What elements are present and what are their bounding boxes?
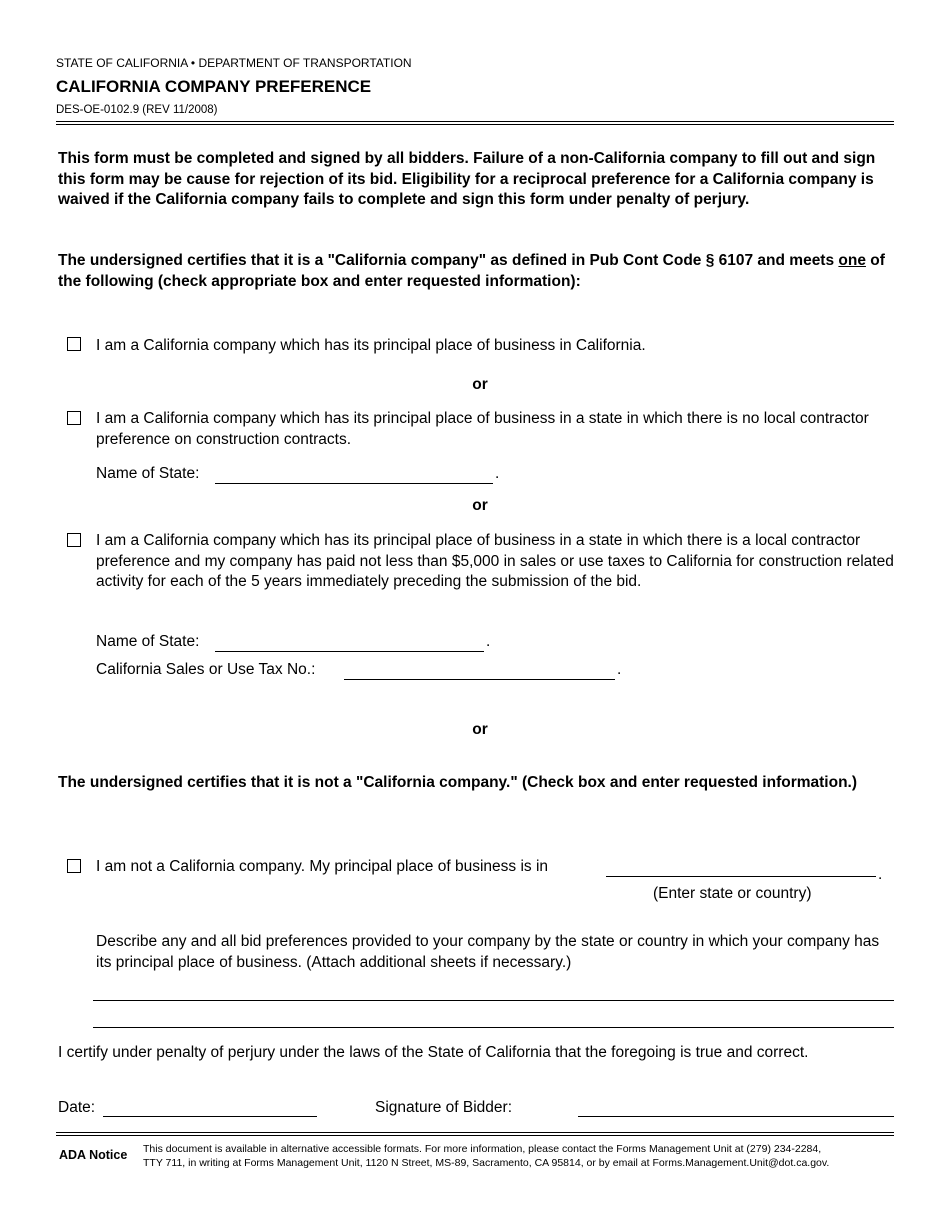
option-2-state-field[interactable] <box>215 483 493 484</box>
certify-california-paragraph <box>58 251 898 292</box>
option-3-state-period: . <box>486 633 491 650</box>
principal-place-field[interactable] <box>606 876 876 877</box>
ada-notice-title: ADA Notice <box>59 1148 128 1162</box>
option-3-checkbox[interactable] <box>67 533 81 547</box>
option-4-text: I am not a California company. My principal place of business is in <box>96 858 549 875</box>
ada-notice-text <box>143 1143 829 1170</box>
ada-notice-line-1: This document is available in alternative accessible formats. For more information, please contact the Forms Management Unit at (279) 234-2284, <box>143 1143 822 1155</box>
option-3-state-field[interactable] <box>215 651 484 652</box>
ada-notice-line-2: TTY 711, in writing at Forms Management Unit, 1120 N Street, MS-89, Sacramento, CA 95814, or by email at Forms.Management.Unit@dot.ca.gov. <box>143 1156 830 1169</box>
option-1-checkbox[interactable] <box>67 337 81 351</box>
certify-california-text-1: The undersigned certifies that it is a "California company" as defined in Pub Cont Code § 6107 and meets <box>58 252 839 269</box>
option-3-state-label: Name of State: <box>96 633 200 650</box>
or-separator-2: or <box>472 497 488 514</box>
option-2-text: I am a California company which has its principal place of business in a state in which there is no local contractor preference on construction contracts. <box>96 410 869 448</box>
date-label: Date: <box>58 1099 96 1116</box>
ada-rule-top <box>56 1132 894 1133</box>
certify-california-text-2: of the following (check appropriate box and enter requested information): <box>58 252 885 290</box>
option-2-checkbox[interactable] <box>67 411 81 425</box>
option-1-text: I am a California company which has its principal place of business in California. <box>96 337 646 354</box>
description-line-1[interactable] <box>93 1000 894 1001</box>
option-4-checkbox[interactable] <box>67 859 81 873</box>
principal-place-period: . <box>878 866 883 883</box>
tax-number-label: California Sales or Use Tax No.: <box>96 661 316 678</box>
form-number: DES-OE-0102.9 (REV 11/2008) <box>56 104 218 116</box>
tax-number-field[interactable] <box>344 679 615 680</box>
perjury-statement: I certify under penalty of perjury under the laws of the State of California that the foregoing is true and correct. <box>58 1044 809 1061</box>
tax-number-period: . <box>617 661 622 678</box>
certify-california-emphasis: one <box>838 252 866 269</box>
or-separator-3: or <box>472 721 488 738</box>
intro-paragraph: This form must be completed and signed by all bidders. Failure of a non-California company to fill out and sign this form may be cause for rejection of its bid. Eligibility for a reciprocal preference for a California company is waived if the California company fails to complete and sign this form under penalty of perjury. <box>58 150 876 208</box>
header-rule-bottom <box>56 124 894 125</box>
describe-preferences-text: Describe any and all bid preferences provided to your company by the state or country in which your company has its principal place of business. (Attach additional sheets if necessary.) <box>96 933 880 971</box>
option-2-state-label: Name of State: <box>96 465 200 482</box>
date-field[interactable] <box>103 1116 317 1117</box>
description-line-2[interactable] <box>93 1027 894 1028</box>
option-2-state-period: . <box>495 465 500 482</box>
agency-name: STATE OF CALIFORNIA • DEPARTMENT OF TRANSPORTATION <box>56 56 412 70</box>
certify-not-california-paragraph: The undersigned certifies that it is not a "California company." (Check box and enter requested information.) <box>58 774 858 791</box>
enter-state-hint: (Enter state or country) <box>653 885 812 902</box>
option-3-text: I am a California company which has its principal place of business in a state in which there is a local contractor preference and my company has paid not less than $5,000 in sales or use taxes to California for construction related activity for each of the 5 years immediately preceding the submission of the bid. <box>96 532 894 590</box>
form-title: CALIFORNIA COMPANY PREFERENCE <box>56 77 372 96</box>
signature-field[interactable] <box>578 1116 894 1117</box>
header-rule-top <box>56 121 894 122</box>
signature-label: Signature of Bidder: <box>375 1099 513 1116</box>
or-separator-1: or <box>472 376 488 393</box>
ada-rule-bottom <box>56 1135 894 1136</box>
